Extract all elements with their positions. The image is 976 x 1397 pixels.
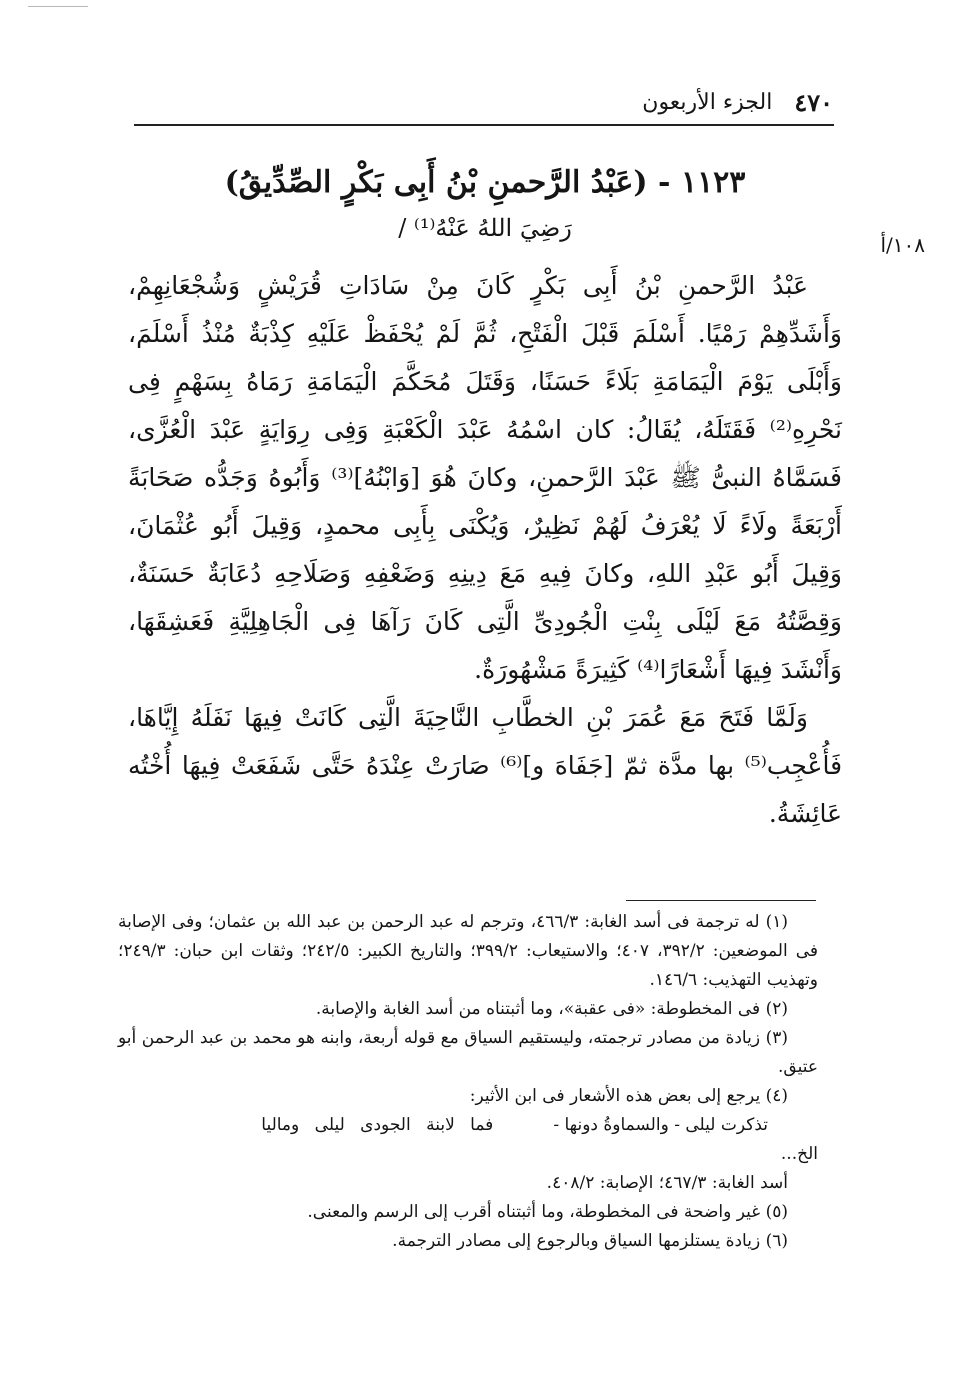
scan-edge-mark (28, 6, 88, 7)
header-rule (134, 124, 834, 126)
paragraph-2: وَلَمَّا فَتَحَ مَعَ عُمَرَ بْنِ الخطَّابِ النَّاحِيَةَ الَّتِى كَانَتْ فِيهَا نَفَلَهُ إِيَّاهَا، فَأُعْجِب⁽⁵⁾ بها مدَّة ثمّ [جَفَاهَ و]⁽⁶⁾ صَارَتْ عِنْدَهُ حَتَّى شَفَعَتْ فِيهَا أُخْتُه عَائِشَةُ. (128, 703, 843, 828)
part-title: الجزء الأربعون (642, 89, 773, 115)
footnote-4: (٤) يرجع إلى بعض هذه الأشعار فى ابن الأثير: (469, 1086, 788, 1106)
footnote-6: (٦) زيادة يستلزمها السياق وبالرجوع إلى مصادر الترجمة. (392, 1231, 788, 1251)
footnote-rule (626, 900, 816, 901)
footnote-3: (٣) زيادة من مصادر ترجمته، وليستقيم السياق مع قوله أربعة، وابنه هو محمد بن عبد الرحمن أبو عتيق. (118, 1028, 818, 1077)
poem-verse (118, 1111, 818, 1140)
page-header (135, 82, 833, 122)
poem-source: أسد الغابة: ٤٦٧/٣؛ الإصابة: ٤٠٨/٢. (546, 1173, 788, 1193)
footnote-1: (١) له ترجمة فى أسد الغابة: ٤٦٦/٣، وترجم له عبد الرحمن بن عبد الله بن عثمان؛ وفى الإصابة فى الموضعين: ٣٩٢/٢، ٤٠٧؛ والاستيعاب: ٣٩٩/٢؛ والتاريخ الكبير: ٢٤٢/٥؛ وثقات ابن حبان: ٢٤٩/٣؛ وتهذيب التهذيب: ١٤٦/٦. (118, 912, 818, 990)
body-text (128, 262, 842, 838)
footnote-2: (٢) فى المخطوطة: «فى عقبة»، وما أثبتناه من أسد الغابة والإصابة. (315, 999, 788, 1019)
poem-hemistich-2: فما لابنة الجودى ليلى وماليا (261, 1115, 494, 1135)
poem-hemistich-1: تذكرت ليلى - والسماوةُ دونها - (553, 1115, 768, 1135)
footnote-5: (٥) غير واضحة فى المخطوطة، وما أثبتناه أقرب إلى الرسم والمعنى. (307, 1202, 788, 1222)
entry-title: ١١٢٣ - (عَبْدُ الرَّحمنِ بْنُ أَبِى بَكْرٍ الصِّدِّيقُ) (224, 165, 746, 200)
paragraph-1: عَبْدُ الرَّحمنِ بْنُ أَبِى بَكْرٍ كَانَ مِنْ سَادَاتِ قُرَيْشٍ وَشُجْعَانِهِمْ، وَأَشَدِّهِمْ رَمْيًا. أَسْلَمَ قَبْلَ الْفَتْحِ، ثُمَّ لَمْ يُحْفَظْ عَلَيْهِ كِذْبَةٌ مُنْذُ أَسْلَمَ، وَأَبْلَى يَوْمَ الْيَمَامَةِ بَلَاءً حَسَنًا، وَقَتَلَ مُحَكَّمَ الْيَمَامَةِ رَمَاهُ بِسَهْمٍ فِى نَحْرِهِ⁽²⁾ فَقَتَلَهُ، يُقَالُ: كان اسْمُهُ عَبْدَ الْكَعْبَةِ وَفِى رِوَايَةٍ عَبْدَ الْعُزَّى، فَسَمَّاهُ النبىُّ ﷺ عَبْدَ الرَّحمنِ، وكانَ هُوَ [وَابْنُهُ]⁽³⁾ وَأَبُوهُ وَجَدُّه صَحَابَةً أَرْبَعَةً ولَاءً لَا يُعْرَفُ لَهُمْ نَظِيرٌ، وَيُكْنَى بِأَبِى محمدٍ، وَقِيلَ أَبُو عُثْمَانَ، وَقِيلَ أَبُو عَبْدِ اللهِ، وكانَ فِيهِ مَعَ دِينِهِ وَضَعْفِهِ وَصَلَاحِهِ دُعَابَةٌ حَسَنَةٌ، وَقِصَّتُهُ مَعَ لَيْلَى بِنْتِ الْجُودِىِّ الَّتِى كَانَ رَآهَا فِى الْجَاهِلِيَّةِ فَعَشِقَهَا، وَأَنْشَدَ فِيهَا أَشْعَارًا⁽⁴⁾ كَثِيرَةً مَشْهُورَةٌ. (128, 271, 843, 684)
entry-subtitle: رَضِيَ اللهُ عَنْهُ⁽¹⁾ / (398, 214, 572, 242)
manuscript-folio-note: ١٠٨/أ (880, 233, 925, 257)
page-number: ٤٧٠ (794, 87, 833, 117)
footnotes (118, 908, 818, 1256)
poem-continuation: الخ... (780, 1144, 818, 1164)
